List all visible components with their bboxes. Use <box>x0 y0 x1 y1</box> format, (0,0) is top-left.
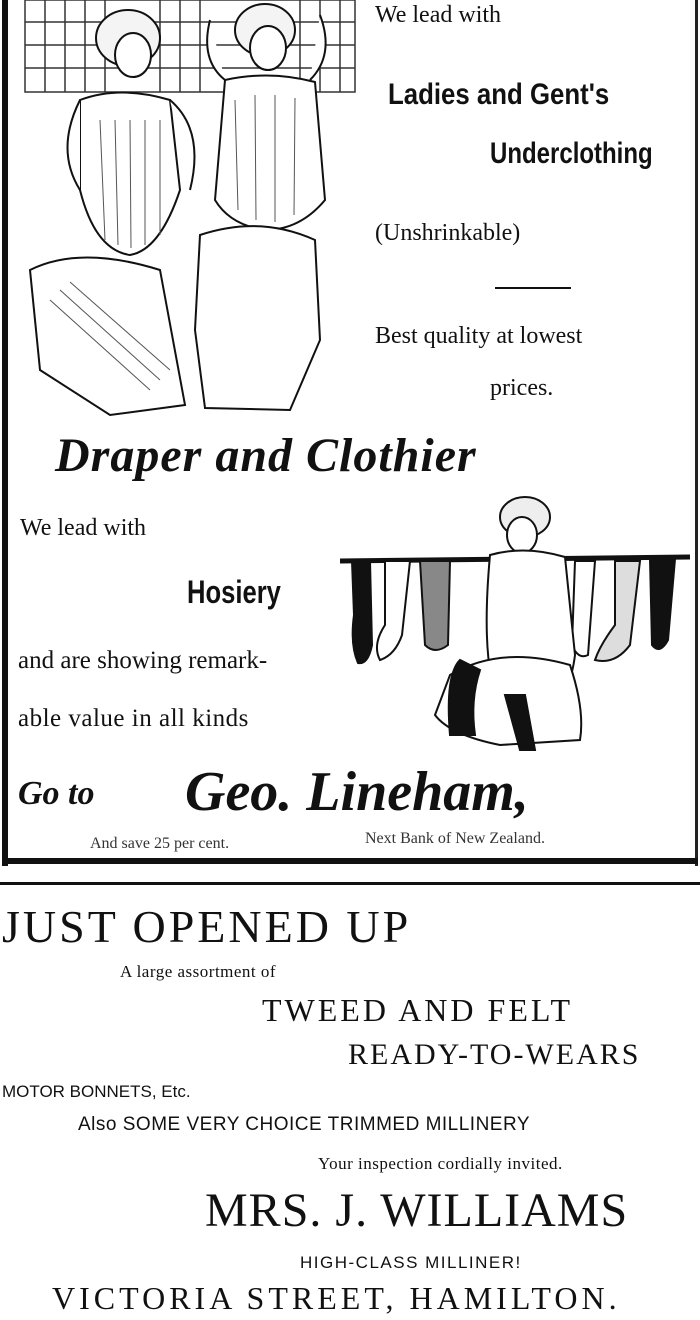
merchant-name: Geo. Lineham, <box>185 761 529 823</box>
draper-clothier-headline: Draper and Clothier <box>55 429 477 482</box>
inspection-text: Your inspection cordially invited. <box>318 1154 563 1173</box>
border-left <box>2 0 8 866</box>
border-right <box>695 0 698 866</box>
choice-millinery-text: Also SOME VERY CHOICE TRIMMED MILLINERY <box>78 1114 531 1135</box>
address-text: VICTORIA STREET, HAMILTON. <box>52 1280 621 1316</box>
save-note: And save 25 per cent. <box>90 835 230 852</box>
location-note: Next Bank of New Zealand. <box>365 830 545 847</box>
border-bottom <box>2 858 698 864</box>
tweed-felt-text: TWEED AND FELT <box>262 992 574 1028</box>
lead-text-1: We lead with <box>375 2 502 28</box>
assortment-text: A large assortment of <box>120 962 277 981</box>
milliner-text: HIGH-CLASS MILLINER! <box>300 1253 522 1272</box>
ladies-gents-heading: Ladies and Gent's <box>388 78 610 111</box>
underclothing-illustration <box>10 0 360 425</box>
proprietor-name: MRS. J. WILLIAMS <box>205 1184 629 1237</box>
motor-bonnets-text: MOTOR BONNETS, Etc. <box>2 1082 191 1101</box>
lead-text-2: We lead with <box>20 515 147 541</box>
just-opened-headline: JUST OPENED UP <box>2 901 412 952</box>
unshrinkable-text: (Unshrinkable) <box>375 220 521 246</box>
column-separator <box>0 882 700 885</box>
underclothing-heading: Underclothing <box>490 137 653 170</box>
hosiery-heading: Hosiery <box>187 574 281 610</box>
hosiery-illustration <box>340 495 695 765</box>
showing-text-line2: able value in all kinds <box>18 705 249 732</box>
best-quality-text: Best quality at lowest <box>375 323 583 349</box>
showing-text-line1: and are showing remark- <box>18 647 268 674</box>
ready-to-wears-text: READY-TO-WEARS <box>348 1038 641 1071</box>
go-to-text: Go to <box>18 775 95 812</box>
prices-text: prices. <box>490 375 554 401</box>
divider-rule <box>495 287 571 289</box>
